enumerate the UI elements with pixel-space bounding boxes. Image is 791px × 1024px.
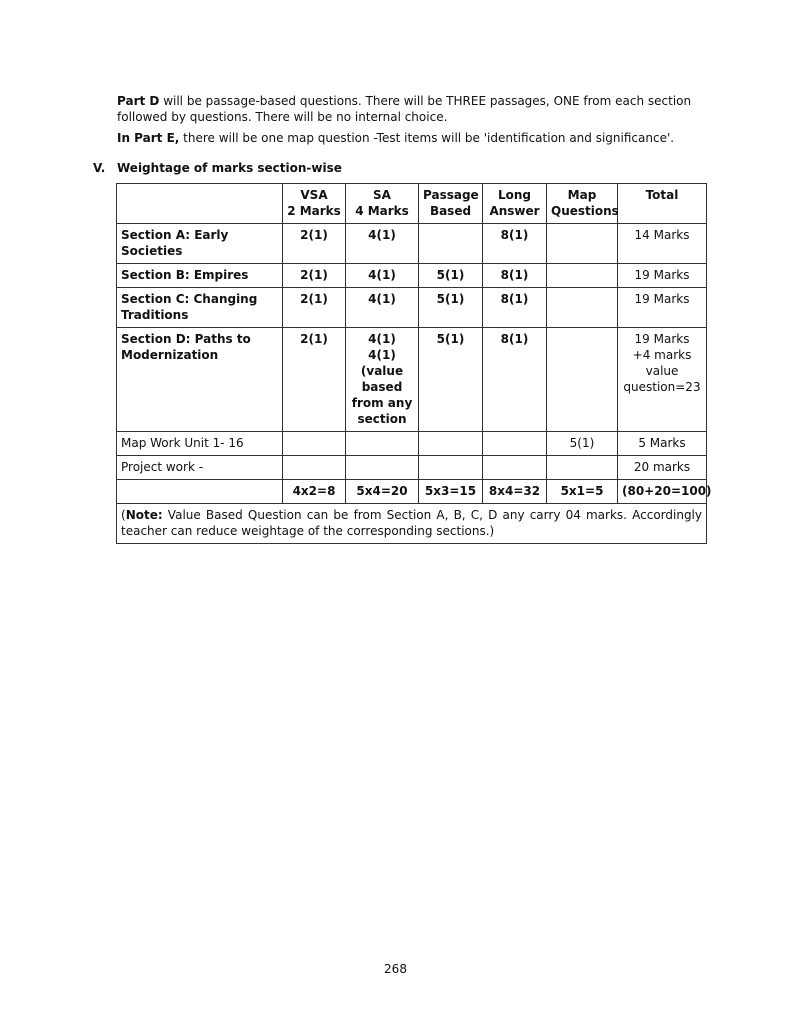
cell-passage: 5(1): [419, 264, 483, 288]
cell-sa: 5x4=20: [346, 480, 419, 504]
header-passage: Passage Based: [419, 184, 483, 224]
table-note: [117, 504, 707, 544]
cell-sa: 4(1): [346, 224, 419, 264]
cell-total: 19 Marks: [618, 288, 707, 328]
cell-passage: [419, 224, 483, 264]
cell-long: 8(1): [483, 288, 547, 328]
row-label: [117, 480, 283, 504]
table-header-row: [117, 184, 707, 224]
cell-long: 8x4=32: [483, 480, 547, 504]
cell-total: 14 Marks: [618, 224, 707, 264]
note-text: Value Based Question can be from Section A, B, C, D any carry 04 marks. Accordingly teacher can reduce weightage of the corresponding sections.): [121, 508, 702, 538]
cell-map: [547, 328, 618, 432]
cell-sa: 4(1) 4(1)(value based from any section: [346, 328, 419, 432]
cell-sa: 4(1): [346, 264, 419, 288]
header-sa: SA 4 Marks: [346, 184, 419, 224]
cell-sa: 4(1): [346, 288, 419, 328]
row-label: Section A: Early Societies: [117, 224, 283, 264]
table-row: [117, 264, 707, 288]
row-label: Section C: Changing Traditions: [117, 288, 283, 328]
row-label: Section D: Paths to Modernization: [117, 328, 283, 432]
row-label: Section B: Empires: [117, 264, 283, 288]
cell-passage: 5(1): [419, 288, 483, 328]
part-d-text: will be passage-based questions. There will be THREE passages, ONE from each section followed by questions. There will be no internal choice.: [117, 94, 692, 124]
cell-long: 8(1): [483, 328, 547, 432]
section-title: Weightage of marks section-wise: [117, 161, 342, 175]
marks-weightage-table: [116, 183, 712, 544]
header-cell-blank: [117, 184, 283, 224]
cell-long: 8(1): [483, 224, 547, 264]
table-note-row: [117, 504, 707, 544]
cell-long: [483, 456, 547, 480]
table-row: [117, 432, 707, 456]
cell-vsa: 4x2=8: [283, 480, 346, 504]
part-e-label: In Part E,: [117, 131, 180, 145]
table-row: [117, 456, 707, 480]
cell-vsa: 2(1): [283, 264, 346, 288]
page-number: 268: [384, 962, 407, 976]
note-label: Note:: [125, 508, 163, 522]
cell-long: 8(1): [483, 264, 547, 288]
cell-passage: [419, 432, 483, 456]
cell-passage: 5x3=15: [419, 480, 483, 504]
cell-passage: 5(1): [419, 328, 483, 432]
header-long: Long Answer: [483, 184, 547, 224]
cell-total: 19 Marks: [618, 264, 707, 288]
cell-total: 20 marks: [618, 456, 707, 480]
cell-map: [547, 264, 618, 288]
cell-map: [547, 224, 618, 264]
section-heading: [93, 161, 342, 175]
table-totals-row: [117, 480, 707, 504]
header-map: Map Questions: [547, 184, 618, 224]
cell-total: (80+20=100): [618, 480, 707, 504]
cell-passage: [419, 456, 483, 480]
cell-map: [547, 456, 618, 480]
cell-map: 5(1): [547, 432, 618, 456]
row-label: Project work -: [117, 456, 283, 480]
cell-total: 5 Marks: [618, 432, 707, 456]
note-open-paren: (: [121, 508, 126, 522]
part-d-paragraph: [117, 93, 707, 125]
part-d-label: Part D: [117, 94, 160, 108]
part-e-paragraph: [117, 130, 707, 146]
cell-sa: [346, 456, 419, 480]
section-number: V.: [93, 161, 106, 175]
cell-long: [483, 432, 547, 456]
table-row: [117, 224, 707, 264]
part-e-text: there will be one map question -Test items will be 'identification and significance'.: [179, 131, 675, 145]
row-label: Map Work Unit 1- 16: [117, 432, 283, 456]
cell-map: [547, 288, 618, 328]
header-total: Total: [618, 184, 707, 224]
cell-total: 19 Marks +4 marks value question=23: [618, 328, 707, 432]
header-vsa: VSA 2 Marks: [283, 184, 346, 224]
cell-vsa: [283, 456, 346, 480]
cell-sa: [346, 432, 419, 456]
table-row: [117, 288, 707, 328]
cell-vsa: 2(1): [283, 328, 346, 432]
cell-vsa: [283, 432, 346, 456]
table-row: [117, 328, 707, 432]
cell-vsa: 2(1): [283, 288, 346, 328]
cell-vsa: 2(1): [283, 224, 346, 264]
cell-map: 5x1=5: [547, 480, 618, 504]
